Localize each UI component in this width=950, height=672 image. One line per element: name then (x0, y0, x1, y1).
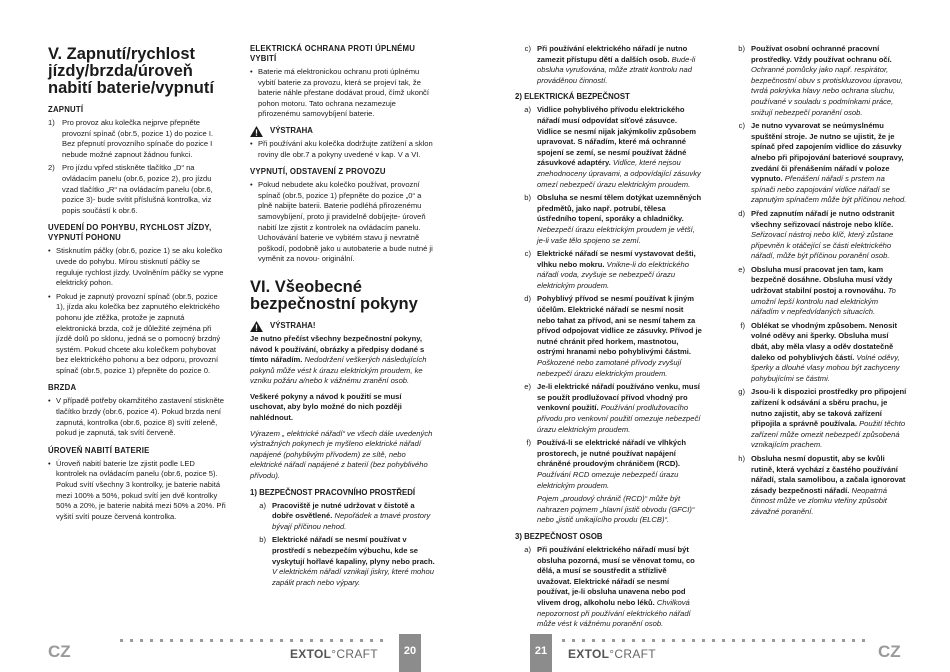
heading-rychlost: UVEDENÍ DO POHYBU, RYCHLOST JÍZDY, VYPNUTÍ POHONU (48, 223, 212, 243)
footer-dot (340, 639, 343, 642)
list-item: b) Používat osobní ochranné pracovní prostředky. Vždy používat ochranu očí. Ochranné pomůcky jako např. respirátor, bezpečnostní obuv s protiskluzovou úpravou, tvrdá pokrývka hlavy nebo ochrana sluchu, používané v souladu s podmínkami práce, snižují nebezpečí poranění osob. (738, 44, 903, 117)
list-item: b) Elektrické nářadí se nesmí používat v prostředí s nebezpečím výbuchu, kde se vyskytují hořlavé kapaliny, plyny nebo prach. V elektrickém nářadí vznikají jiskry, které mohou zapálit prach nebo výpary. (259, 535, 435, 587)
heading-zapnuti: ZAPNUTÍ (48, 105, 84, 114)
footer-dot (572, 639, 575, 642)
list-item: c) Při používání elektrického nářadí je nutno zamezit přístupu dětí a dalších osob. Bude-li obsluha vyrušována, může ztratit kontrolu nad prováděnou činností. (524, 44, 696, 85)
footer-dot (772, 639, 775, 642)
heading-s1: 1) BEZPEČNOST PRACOVNÍHO PROSTŘEDÍ (250, 487, 416, 497)
list-item: • Pokud je zapnutý provozní spínač (obr.5, pozice 1), jízda aku kolečka bez zapnutého elektrického pohonu jde ztěžka, protože je zapnutá elektronická brzda, což je důležité zejména při jízdě dolů po sklonu, jedná se o pomocný brzdný systém. Pokud chcete aku kolečkem pohybovat bez elektrického pohonu a bez odporu, provozní spínač (obr.5, pozice 1) přepněte do pozice 0. (48, 291, 221, 375)
heading-brzda: BRZDA (48, 383, 77, 393)
footer-dot (582, 639, 585, 642)
footer-dot (852, 639, 855, 642)
left-column-2 (250, 44, 436, 591)
list-item: h) Obsluha nesmí dopustit, aby se kvůli rutině, která vychází z častého používání nářadí, stala samolibou, a začala ignorovat zásady bezpečnosti nářadí. Neopatrná činnost může ve zlomku vteřiny způsobit závažné poranění. (738, 453, 906, 516)
list-item: f) Oblékat se vhodným způsobem. Nenosit volné oděvy ani šperky. Obsluha musí dbát, aby měla vlasy a oděv dostatečně daleko od pohyblivých částí. Volné oděvy, šperky a dlouhé vlasy mohou být zachyceny pohybujícími se částmi. (740, 320, 900, 383)
footer-dot (300, 639, 303, 642)
list-item: • Baterie má elektronickou ochranu proti úplnému vybití baterie za provozu, která se projeví tak, že baterie náhle přestane dodávat proud, čímž ukončí pohon motoru. Tato ochrana nezamezuje přirozenému samovybíjení baterie. (250, 67, 429, 119)
footer-dot (622, 639, 625, 642)
footer-dot (612, 639, 615, 642)
page-number-left: 20 (399, 634, 421, 672)
language-code-left: CZ (48, 642, 71, 661)
list-item: e) Obsluha musí pracovat jen tam, kam bezpečně dosáhne. Obsluha musí vždy udržovat stabilní postoj a rovnováhu. To umožní lepší kontrolu nad elektrickým nářadím v nepředvídaných situacích. (738, 264, 896, 317)
footer-dot (862, 639, 865, 642)
footer-dot (370, 639, 373, 642)
brand-logo: EXTOL°CRAFT (568, 647, 656, 661)
list-item: • Stisknutím páčky (obr.6, pozice 1) se aku kolečko uvede do pohybu. Mírou stisknutí páčky se reguluje rychlost jízdy. Uvolněním páčky se vypne elektrický pohon. (48, 246, 224, 288)
list-item: 2) Pro jízdu vpřed stiskněte tlačítko „D“ na ovládacím panelu (obr.6, pozice 2), pro jízdu vzad tlačítko „R“ na ovládacím panelu (obr.6, pozice 3)- bude svítit příslušná kontrolka, viz popis součástí k obr.6. (48, 163, 213, 215)
left-column-1 (48, 44, 226, 525)
heading-vypnuti: VYPNUTÍ, ODSTAVENÍ Z PROVOZU (250, 167, 386, 177)
footer-dot (270, 639, 273, 642)
warning-triangle-icon (250, 321, 263, 332)
footer-dot (210, 639, 213, 642)
definition-text: Výrazem „ elektrické nářadí“ ve všech dále uvedených výstražných pokynech je myšleno elektrické nářadí napájené (pohyblivým přívodem) ze sítě, nebo elektrické nářadí napájené z baterií (bez pohyblivého přívodu). (250, 428, 433, 481)
footer-dot (160, 639, 163, 642)
footer-dot (642, 639, 645, 642)
footer-dot (130, 639, 133, 642)
list-item: • Úroveň nabití baterie lze zjistit podle LED kontrolek na ovládacím panelu (obr.6, pozice 5). Pokud svítí všechny 3 kontrolky, je baterie nabitá mezi 100% a 50%, pokud svítí jen dvě kontrolky 50% a 20%, je baterie nabitá mezi 50% a 20%. Při vyšití svítí pouze červená kontrolka. (48, 458, 226, 521)
list-item: d) Před zapnutím nářadí je nutno odstranit všechny seřizovací nástroje nebo klíče. Seřizovací nástroj nebo klíč, který zůstane připevněn k otáčející se části elektrického nářadí, může být příčinou poranění osob. (738, 208, 895, 261)
list-item: b) Obsluha se nesmí tělem dotýkat uzemněných předmětů, jako např. potrubí, tělesa ústředního topení, sporáky a chladničky. Nebezpečí úrazu elektrickým proudem je větší, je-li vaše tělo spojeno se zemí. (524, 193, 702, 245)
list-item: 1) Pro provoz aku kolečka nejprve přepněte provozní spínač (obr.5, pozice 1) do pozice I. Bez přepnutí provozního spínače do pozice I nebude možné zapnout žádnou funkci. (48, 118, 214, 159)
warning-heading: VÝSTRAHA (250, 126, 436, 137)
list-item: • Pokud nebudete aku kolečko používat, provozní spínač (obr.5, pozice 1) přepněte do pozice „0“ a plně nabijte baterii. Baterie podléhá přirozenému samovybíjení, proto ji pravidelně dobíjejte- úroveň nabití lze zjistit z kontrolek na ovládacím panelu. Uchovávání baterie ve vybitém stavu ji nevratně poškodí, podobně jako u autobaterie a bude nutné ji vyměnit za novou- originální. (250, 180, 433, 264)
section-title-v: V. Zapnutí/rychlost jízdy/brzda/úroveň nabití baterie/vypnutí (48, 45, 214, 97)
footer-dot (290, 639, 293, 642)
heading-s2: 2) ELEKTRICKÁ BEZPEČNOST (515, 92, 630, 102)
footer-dot (240, 639, 243, 642)
footer-dot (330, 639, 333, 642)
list-item: • V případě potřeby okamžitého zastavení stiskněte tlačítko brzdy (obr.6, pozice 4). Pokud brzda není zapnutá, kontrolka (obr.6, pozice 8) svítí zeleně, pokud je zapnutá, tak svítí červeně. (48, 396, 225, 438)
footer-dot (120, 639, 123, 642)
list-item: • Při používání aku kolečka dodržujte zatížení a sklon roviny dle obr.7 a pokyny uvedené v kap. V a VI. (250, 138, 433, 159)
section-title-vi: VI. Všeobecné bezpečnostní pokyny (250, 277, 418, 313)
footer-dot (320, 639, 323, 642)
list-item: c) Elektrické nářadí se nesmí vystavovat dešti, vlhku nebo mokru. Vnikne-li do elektrického nářadí voda, zvyšuje se nebezpečí úrazu elektrickým proudem. (524, 249, 696, 290)
right-column-2 (729, 44, 907, 521)
footer-dot (380, 639, 383, 642)
footer-dot (230, 639, 233, 642)
list-item: a) Pracoviště je nutné udržovat v čistotě a dobře osvětlené. Nepořádek a tmavé prostory bývají příčinou nehod. (259, 500, 431, 531)
footer-dot (842, 639, 845, 642)
footer-dot (592, 639, 595, 642)
footer-dot (562, 639, 565, 642)
rcd-note: Pojem „proudový chránič (RCD)“ může být nahrazen pojmem „hlavní jistič obvodu (GFCI)“ nebo „jistič unikajícího proudu (ELCB)“. (537, 494, 695, 525)
heading-uroven: ÚROVEŇ NABITÍ BATERIE (48, 445, 150, 455)
footer-dot (672, 639, 675, 642)
footer-dot (632, 639, 635, 642)
footer-dot (150, 639, 153, 642)
footer-dot (280, 639, 283, 642)
footer-dot (792, 639, 795, 642)
list-item: f) Používá-li se elektrické nářadí ve vlhkých prostorech, je nutné používat napájení chráněné proudovým chráničem (RCD). Používání RCD omezuje nebezpečí úrazu elektrickým proudem. (526, 438, 686, 490)
footer-dot (812, 639, 815, 642)
list-item: a) Vidlice pohyblivého přívodu elektrického nářadí musí odpovídat síťové zásuvce. Vidlice se nesmí nijak jakýmkoliv způsobem upravovat. S nářadím, které má ochranné spojení se zemí, se nesmí používat žádné zásuvkové adaptéry. Vidlice, které nejsou znehodnoceny úpravami, a odpovídající zásuvky omezí nebezpečí úrazu elektrickým proudem. (524, 105, 701, 189)
right-column-1 (515, 44, 703, 633)
warning-heading: VÝSTRAHA! (250, 321, 436, 332)
warning-triangle-icon (250, 126, 263, 137)
footer-dot (692, 639, 695, 642)
footer-dot (762, 639, 765, 642)
heading-s3: 3) BEZPEČNOST OSOB (515, 531, 603, 541)
footer-dot (190, 639, 193, 642)
footer-dot (732, 639, 735, 642)
footer-dot (682, 639, 685, 642)
footer-dot (752, 639, 755, 642)
heading-ochrana: ELEKTRICKÁ OCHRANA PROTI ÚPLNÉMU VYBITÍ (250, 44, 416, 63)
footer-dot (832, 639, 835, 642)
footer-dot (220, 639, 223, 642)
footer-dot (310, 639, 313, 642)
footer-dot (722, 639, 725, 642)
warning-text: Je nutno přečíst všechny bezpečnostní pokyny, návod k používání, obrázky a předpisy dodané s tímto nářadím. Nedodržení veškerých následujících pokynů může vést k úrazu elektrickým proudem, ke vzniku požáru a/nebo k vážnému zranění osob. (250, 333, 427, 386)
footer-dot (250, 639, 253, 642)
footer-dot (360, 639, 363, 642)
list-item: g) Jsou-li k dispozici prostředky pro připojení zařízení k odsávání a sběru prachu, je nutno zajistit, aby se taková zařízení připojila a správně používala. Použití těchto zařízení může omezit nebezpečí způsobená vznikajícím prachem. (738, 387, 907, 450)
footer-dot (822, 639, 825, 642)
footer-dot (350, 639, 353, 642)
footer-dot (782, 639, 785, 642)
footer-dot (652, 639, 655, 642)
list-item: e) Je-li elektrické nářadí používáno venku, musí se použít prodlužovací přívod vhodný pro venkovní použití. Používání prodlužovacího přívodu pro venkovní použití omezuje nebezpečí úrazu elektrickým proudem. (524, 382, 701, 434)
footer-dot (170, 639, 173, 642)
footer-dot (702, 639, 705, 642)
keep-instructions-text: Veškeré pokyny a návod k použití se musí uschovat, aby bylo možné do nich později nahlédnout. (250, 391, 402, 423)
page-number-right: 21 (530, 634, 552, 672)
footer-dots-right (562, 639, 862, 642)
footer-dot (260, 639, 263, 642)
footer-dot (662, 639, 665, 642)
footer-dot (140, 639, 143, 642)
footer-dot (712, 639, 715, 642)
language-code-right: CZ (878, 642, 901, 661)
footer-dot (180, 639, 183, 642)
footer-dot (602, 639, 605, 642)
brand-logo: EXTOL°CRAFT (290, 647, 378, 661)
footer-dot (742, 639, 745, 642)
list-item: c) Je nutno vyvarovat se neúmyslnému spuštění stroje. Je nutno se ujistit, že je spínač před zapojením vidlice do zásuvky a/nebo při připojování bateriové soupravy, zvedání či přenášením nářadí v poloze vypnuto. Přenášení nářadí s prstem na spínači nebo zapojování vidlice nářadí se zapnutým spínačem může být příčinou nehod. (738, 121, 907, 205)
list-item: d) Pohyblivý přívod se nesmí používat k jiným účelům. Elektrické nářadí se nesmí nosit nebo tahat za přívod, ani se nesmí tahem za přívod odpojovat vidlice ze zásuvky. Přívod je nutné chránit před horkem, mastnotou, ostrými hranami nebo pohyblivými částmi. Poškozené nebo zamotané přívody zvyšují nebezpečí úrazu elektrickým proudem. (524, 294, 702, 378)
footer-dot (802, 639, 805, 642)
footer-dots-left (120, 639, 390, 642)
list-item: a) Při používání elektrického nářadí musí být obsluha pozorná, musí se věnovat tomu, co dělá, a musí se soustředit a střízlivě uvažovat. Elektrické nářadí se nesmí používat, je-li obsluha unavena nebo pod vlivem drog, alkoholu nebo léků. Chvilková nepozornost při používání elektrického nářadí může vést k vážnému poranění osob. (524, 544, 695, 629)
footer-dot (200, 639, 203, 642)
